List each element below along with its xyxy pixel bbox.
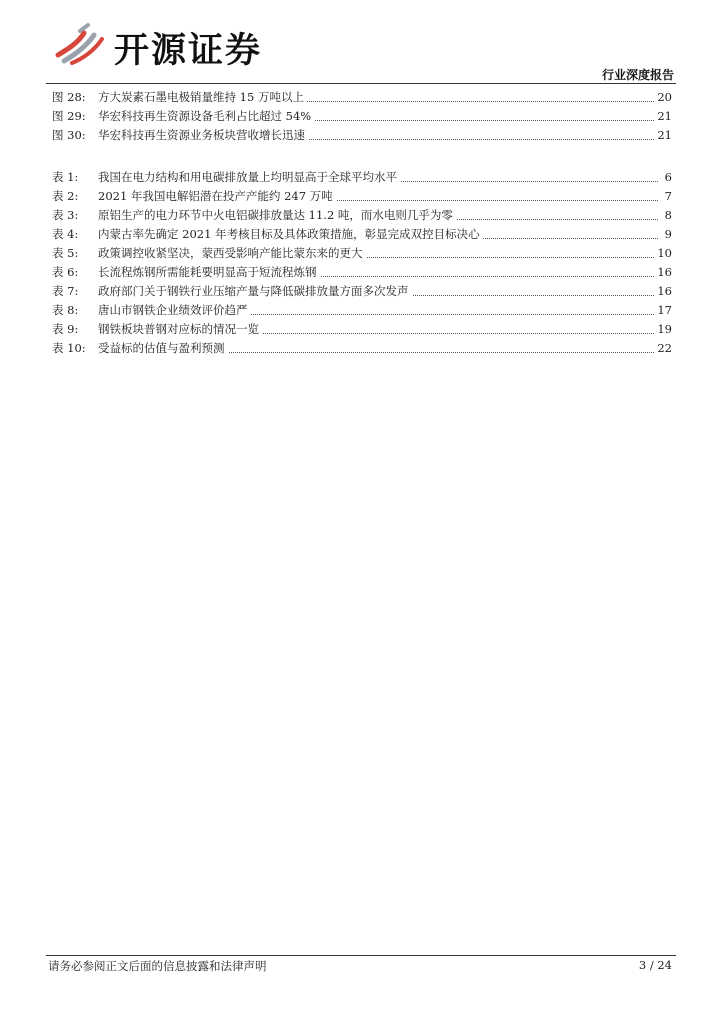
toc-title: 政策调控收紧坚决，蒙西受影响产能比蒙东来的更大 [98, 244, 366, 263]
toc-page-number: 21 [655, 107, 672, 126]
toc-label: 表 8: [52, 303, 79, 317]
toc-entry[interactable] [52, 225, 672, 244]
toc-page-number: 21 [655, 126, 672, 145]
toc-label: 表 6: [52, 265, 79, 279]
toc-label: 表 7: [52, 284, 79, 298]
logo [54, 21, 284, 71]
toc-page-number: 20 [655, 88, 672, 107]
toc-page-number: 19 [655, 320, 672, 339]
toc-label: 图 29: [52, 109, 86, 123]
toc-title: 原铝生产的电力环节中火电铝碳排放量达 11.2 吨，而水电则几乎为零 [98, 206, 456, 225]
page-header [0, 0, 724, 84]
toc-page-number: 22 [655, 339, 672, 358]
toc-label: 图 28: [52, 90, 86, 104]
toc-entry[interactable] [52, 206, 672, 225]
footer-divider [46, 955, 676, 956]
toc-entry[interactable] [52, 320, 672, 339]
toc-label: 表 5: [52, 246, 79, 260]
toc-entry[interactable] [52, 88, 672, 107]
page-indicator: 3 / 24 [638, 958, 672, 972]
toc-entry[interactable] [52, 301, 672, 320]
toc-title: 华宏科技再生资源设备毛利占比超过 54% [98, 107, 314, 126]
kaiyuan-logo-icon [54, 21, 110, 65]
toc-page-number: 16 [655, 282, 672, 301]
toc-label: 图 30: [52, 128, 86, 142]
toc-page-number: 17 [655, 301, 672, 320]
toc-label: 表 10: [52, 341, 86, 355]
toc-title: 内蒙古率先确定 2021 年考核目标及具体政策措施，彰显完成双控目标决心 [98, 225, 483, 244]
toc-title: 唐山市钢铁企业绩效评价趋严 [98, 301, 251, 320]
toc-entry[interactable] [52, 107, 672, 126]
toc-title: 受益标的估值与盈利预测 [98, 339, 228, 358]
toc-title: 长流程炼钢所需能耗要明显高于短流程炼钢 [98, 263, 320, 282]
figure-list [52, 88, 672, 145]
toc-label: 表 1: [52, 170, 79, 184]
toc-page-number: 9 [663, 225, 672, 244]
toc-title: 2021 年我国电解铝潜在投产产能约 247 万吨 [98, 187, 336, 206]
table-list [52, 168, 672, 358]
toc-page-number: 7 [663, 187, 672, 206]
toc-entry[interactable] [52, 339, 672, 358]
toc-label: 表 4: [52, 227, 79, 241]
header-divider [46, 83, 676, 84]
toc-title: 华宏科技再生资源业务板块营收增长迅速 [98, 126, 308, 145]
toc-page-number: 10 [655, 244, 672, 263]
footer-disclaimer: 请务必参阅正文后面的信息披露和法律声明 [48, 959, 267, 973]
toc-title: 我国在电力结构和用电碳排放量上均明显高于全球平均水平 [98, 168, 400, 187]
toc-entry[interactable] [52, 263, 672, 282]
toc-label: 表 2: [52, 189, 79, 203]
toc-entry[interactable] [52, 168, 672, 187]
toc-entry[interactable] [52, 244, 672, 263]
toc-label: 表 9: [52, 322, 79, 336]
toc-entry[interactable] [52, 187, 672, 206]
toc-page-number: 8 [663, 206, 672, 225]
toc-entry[interactable] [52, 126, 672, 145]
report-type: 行业深度报告 [601, 68, 674, 82]
toc-title: 政府部门关于钢铁行业压缩产量与降低碳排放量方面多次发声 [98, 282, 412, 301]
toc-title: 钢铁板块普钢对应标的情况一览 [98, 320, 262, 339]
toc-title: 方大炭素石墨电极销量维持 15 万吨以上 [98, 88, 307, 107]
toc-entry[interactable] [52, 282, 672, 301]
toc-page-number: 6 [663, 168, 672, 187]
toc-page-number: 16 [655, 263, 672, 282]
toc-label: 表 3: [52, 208, 79, 222]
logo-text: 开源证券 [114, 31, 263, 71]
